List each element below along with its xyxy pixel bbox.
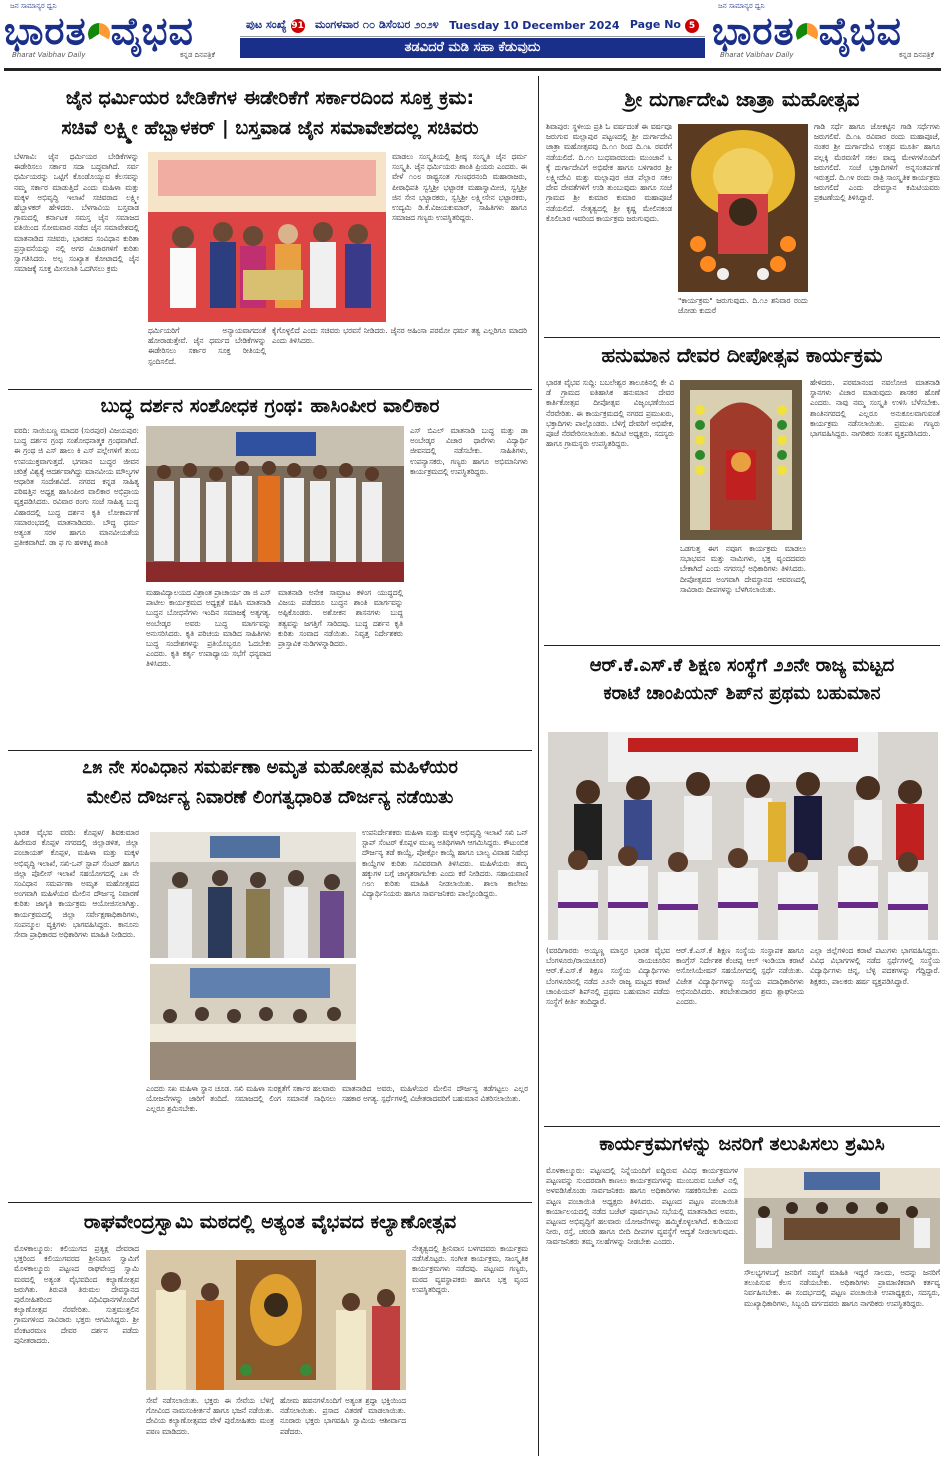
masthead-tagline-right: ಜನ ಸಾಮಾನ್ಯರ ಧ್ವನಿ [718, 2, 765, 10]
samvidhana-photo-2 [150, 964, 356, 1080]
buddha-body-col2: ಮಹಾವಿದ್ಯಾಲಯದ ವಿಶ್ರಾಂತ ಪ್ರಾಚಾರ್ಯ ಡಾ ಜಿ ಎಸ್ ಪಾಟೀಲ ಕಾರ್ಯಕ್ರಮದ ಅಧ್ಯಕ್ಷತೆ ವಹಿಸಿ ಮಾತನಾಡಿ ಬುದ್ಧನ ಬೋಧನೆಗಳು ಇಂದಿನ ಸಮಾಜಕ್ಕೆ ಅತ್ಯಗತ್ಯ. ಅಂಬೇಡ್ಕರ ಅವರು ಬುದ್ಧ ಮಾರ್ಗವನ್ನು ಅನುಸರಿಸಿದರು. ಕೃತಿ ಪರಿಚಯ ಮಾಡಿದ ಸಾಹಿತಿಗಳು ಬುದ್ಧ ಸಂದೇಶಗಳನ್ನು ಪ್ರತಿಯೊಬ್ಬರೂ ಓದಬೇಕು ಎಂದರು. ಕೃತಿ ಕರ್ತೃ ಉಪಾಧ್ಯಾಯ ಸಭೆಗೆ ಧನ್ಯವಾದ ತಿಳಿಸಿದರು. [146, 588, 271, 669]
durgadevi-headline: ಶ್ರೀ ದುರ್ಗಾದೇವಿ ಜಾತ್ರಾ ಮಹೋತ್ಸವ [624, 87, 860, 111]
samvidhana-body-col4: ಮಾತನಾಡಿದ ಅವರು, ಮಹಿಳೆಯರ ಮೇಲಿನ ದೌರ್ಜನ್ಯ ತಡೆಗಟ್ಟಲು ಎಲ್ಲರ ಸಹಕಾರ ಅಗತ್ಯ. ಸ್ಪರ್ಧೆಗಳಲ್ಲಿ ವಿಜೇತರಾದವರಿಗೆ ಬಹುಮಾನ ವಿತರಿಸಲಾಯಿತು. [342, 1084, 528, 1104]
masthead-rule [4, 68, 941, 71]
separator [8, 750, 532, 751]
logo-word-left-right: ಭಾರತ [712, 9, 795, 53]
masthead-kannada-daily-right: ಕನ್ನಡ ದಿನಪತ್ರಿಕೆ [898, 51, 934, 59]
jain-photo [148, 152, 386, 322]
separator [544, 645, 940, 646]
logo-word-left: ಭಾರತ [4, 9, 87, 53]
page-label: Page No [629, 17, 681, 31]
column-divider [538, 76, 539, 1456]
hanuman-body-col3: ಹೇಳಿದರು. ಪರಮಾನಂದ ನವಲೋಜಿ ಮಾತನಾಡಿ ಸ್ಥಾನಗಳು ವಿಚಾರ ಮಾಡುವುದು ಶಾಸಕರ ಹೊಣೆ ಎಂದರು. ನಾವು ನಮ್ಮ ಸಂಸ್ಕೃತಿ ಉಳಿಸಿ ಬೆಳೆಸಬೇಕು. ಶಾಂತಿನಗರದಲ್ಲಿ ಎಲ್ಲರೂ ಅನುಕೂಲವಾಗುವಂತೆ ಕಾರ್ಯಕ್ರಮ ನಡೆಸಲಾಯಿತು. ಪ್ರಮುಖ ಗಣ್ಯರು ಭಾಗವಹಿಸಿದ್ದರು. ನಾಗರಿಕರು ಸಂತಸ ವ್ಯಕ್ತಪಡಿಸಿದರು. [810, 378, 940, 439]
jain-headline-2: ಸಚಿವೆ ಲಕ್ಷ್ಮೀ ಹೆಬ್ಬಾಳಕರ್ | ಬಸ್ತವಾಡ ಜೈನ ಸಮಾವೇಶದಲ್ಲ ಸಚಿವರು [61, 117, 479, 139]
logo-word-right-right: ವೈಭವ [818, 9, 902, 53]
durgadevi-body-col2: "ಕಾರ್ಯಕ್ರಮ" ಜರುಗುವುದು. ದಿ.೧೨ ಶನಿವಾರ ರಂದು ಜೋಡು ಕುದುರೆ [678, 296, 808, 316]
jain-body-col4: ಕೈಗೊಳ್ಳಲಿದೆ ಎಂದು ಸಚಿವರು ಭರವಸೆ ನೀಡಿದರು. ಜೈನರ ಅಹಿಂಸಾ ಪರಮೋ ಧರ್ಮ ತತ್ವ ಎಲ್ಲರಿಗೂ ಮಾದರಿ ಎಂದು ತಿಳಿಸಿದರು. [272, 326, 527, 346]
durgadevi-photo [678, 124, 808, 292]
page-number: 5 [685, 19, 699, 33]
samvidhana-body-col2: ಉಪನಿರ್ದೇಶಕರು ಮಹಿಳಾ ಮತ್ತು ಮಕ್ಕಳ ಅಭಿವೃದ್ಧಿ ಇಲಾಖೆ ಸಖಿ ಒನ್ ಸ್ಟಾಪ್ ಸೆಂಟರ್ ಕೊಪ್ಪಳ ಮುಖ್ಯ ಅತಿಥಿಗಳಾಗಿ ಆಗಮಿಸಿದ್ದರು. ಕೌಟುಂಬಿಕ ದೌರ್ಜನ್ಯ ತಡೆ ಕಾಯ್ದೆ, ಪೋಕ್ಸೋ ಕಾಯ್ದೆ ಹಾಗೂ ಬಾಲ್ಯ ವಿವಾಹ ನಿಷೇಧ ಕಾಯ್ದೆಗಳ ಕುರಿತು ಸವಿವರವಾಗಿ ತಿಳಿಸಿದರು. ಮಹಿಳೆಯರು ತಮ್ಮ ಹಕ್ಕುಗಳ ಬಗ್ಗೆ ಜಾಗೃತರಾಗಬೇಕು ಎಂದು ಕರೆ ನೀಡಿದರು. ಸಹಾಯವಾಣಿ ೧೮೧ ಕುರಿತು ಮಾಹಿತಿ ನೀಡಲಾಯಿತು. ಶಾಲಾ ಕಾಲೇಜು ವಿದ್ಯಾರ್ಥಿನಿಯರು ಹಾಗೂ ಸಾರ್ವಜನಿಕರು ಪಾಲ್ಗೊಂಡಿದ್ದರು. [362, 828, 528, 899]
raghavendra-headline: ರಾಘವೇಂದ್ರಸ್ವಾಮಿ ಮಠದಲ್ಲಿ ಅತ್ಯಂತ ವೈಭವದ ಕಲ್ಯಾಣೋತ್ಸವ [83, 1211, 457, 1233]
samvidhana-body-col3: ಎಂದರು ಸಖ ಮಹಿಳಾ ಸ್ಥಾನ ಚೂಡ. ಸಖಿ ಮಹಿಳಾ ಸುರಕ್ಷತೆಗೆ ಸರ್ಕಾರ ಹಲವಾರು ಯೋಜನೆಗಳನ್ನು ಜಾರಿಗೆ ತಂದಿದೆ. ಸಮಾಜದಲ್ಲಿ ಲಿಂಗ ಸಮಾನತೆ ಸಾಧಿಸಲು ಎಲ್ಲರೂ ಶ್ರಮಿಸಬೇಕು. [146, 1084, 336, 1114]
separator [544, 337, 940, 338]
separator [544, 1126, 940, 1127]
flag-emblem-icon-right [796, 23, 818, 45]
jain-body-col3: ಧರ್ಮಿಯರಿಗೆ ಅನ್ಯಾಯವಾಗದಂತೆ ಹೋರಾಡುತ್ತೇವೆ. ಜೈನ ಧರ್ಮದ ಬೇಡಿಕೆಗಳನ್ನು ಈಡೇರಿಸಲು ಸರ್ಕಾರ ಸೂಕ್ತ ರೀತಿಯಲ್ಲಿ ಸ್ಪಂದಿಸಲಿದೆ. [148, 326, 266, 366]
karate-body-col1: (ವರದಿಗಾರರು ಅಯ್ಯಣ್ಣ ಮಾಸ್ತರ ಭಾರತ ವೈಭವ ಬೆಂಗಳೂರು/ರಾಯಚೂರ) ರಾಯಚೂರಿನ ಆರ್.ಕೆ.ಎಸ್.ಕೆ ಶಿಕ್ಷಣ ಸಂಸ್ಥೆಯ ವಿದ್ಯಾರ್ಥಿಗಳು ಬೆಂಗಳೂರಿನಲ್ಲಿ ನಡೆದ ೨೨ನೇ ರಾಜ್ಯ ಮಟ್ಟದ ಕರಾಟೆ ಚಾಂಪಿಯನ್ ಶಿಪ್‌ನಲ್ಲಿ ಪ್ರಥಮ ಬಹುಮಾನ ಪಡೆದು ಸಂಸ್ಥೆಗೆ ಕೀರ್ತಿ ತಂದಿದ್ದಾರೆ. [546, 946, 670, 1007]
buddha-body-col1: ವರದಿ: ಸಾಯಿಬಣ್ಣ ಮಾದರ (ಸುರಪುರ) ವಿಜಯಪುರ: ಬುದ್ಧ ದರ್ಶನ ಗ್ರಂಥ ಸಂಶೋಧನಾತ್ಮಕ ಗ್ರಂಥವಾಗಿದೆ. ಈ ಗ್ರಂಥ ಜಿ ಎಸ್ ಹಾಲು ಕಿ ಎಸ್ ಪಲ್ಲೇಗಳಿಗೆ ತುಂಬ ಉಪಯುಕ್ತವಾಗುತ್ತದೆ. ಭಗವಾನ ಬುದ್ಧರ ಜೀವನ ಚರಿತ್ರೆ ವಿಶ್ವಕ್ಕೆ ಆದರ್ಶವಾಗಿದ್ದು ಮಾನವೀಯ ಮೌಲ್ಯಗಳ ಆಧಾರಿತ ಸಂದೇಶವಿದೆ. ನಗರದ ಕನ್ನಡ ಸಾಹಿತ್ಯ ಪರಿಷತ್ತಿನ ಅಧ್ಯಕ್ಷ ಹಾಸಿಂಪೀರ ವಾಲಿಕಾರ ಅಭಿಪ್ರಾಯ ವ್ಯಕ್ತಪಡಿಸಿದರು. ರವಿವಾರ ರಂಗು ಸಂಜೆ ಸಾಹಿತ್ಯ ಬುದ್ಧ ವಿಹಾರದಲ್ಲಿ ಬುದ್ಧ ದರ್ಶನ ಕೃತಿ ಲೋಕಾರ್ಪಣೆ ಸಮಾರಂಭದಲ್ಲಿ ಮಾತನಾಡಿದರು. ಬೌದ್ಧ ಧರ್ಮ ಅತ್ಯಂತ ಸರಳ ಹಾಗೂ ಮಾನವೀಯತೆಯ ಪ್ರತೀಕವಾಗಿದೆ. ಡಾ ಫ ಗು ಹಳಕಟ್ಟಿ ಶಾಂತಿ [14, 426, 139, 548]
hanuman-body-col2: ಒಡಗುತ್ತ ಈಗ ನವೂಗ ಕಾರ್ಯಕ್ರಮ ಮಾಡಲು ಸಭಾಭವನ ಮತ್ತು ನಾಮಿಗಳು, ಭಕ್ತ ವೃಂದದವರು ಬೇಕಾಗಿದೆ ಎಂದು ನಗರಸಭೆ ಅಧಿಕಾರಿಗಳು ತಿಳಿಸಿದರು. ದೀಪೋತ್ಸವದ ಅಂಗವಾಗಿ ದೇವಸ್ಥಾನದ ಆವರಣದಲ್ಲಿ ಸಾವಿರಾರು ದೀಪಗಳನ್ನು ಬೆಳಗಿಸಲಾಯಿತು. [680, 544, 806, 594]
raghavendra-body-col1: ಮೊಳಕಾಲ್ಮೂರು: ಕಲಿಯುಗದ ಪ್ರತ್ಯಕ್ಷ ದೇವರಾದ ಭಕ್ತರಿಂದ ಕಲಿಯುಗವರದ ಶ್ರೀನಿವಾಸ ಸ್ವಾಮಿಗೆ ಮೊಳಕಾಲ್ಮೂರು ಪಟ್ಟಣದ ರಾಘವೇಂದ್ರ ಸ್ವಾಮಿ ಮಠದಲ್ಲಿ ಅತ್ಯಂತ ವೈಭವದಿಂದ ಕಲ್ಯಾಣೋತ್ಸವ ಜರುಗಿತು. ತಿರುಪತಿ ತಿರುಮಲ ದೇವಸ್ಥಾನದ ಪುರೋಹಿತರಿಂದ ವಿಧಿವಿಧಾನಗಳೊಂದಿಗೆ ಕಲ್ಯಾಣೋತ್ಸವ ನೆರವೇರಿತು. ಸುತ್ತಮುತ್ತಲಿನ ಗ್ರಾಮಗಳಿಂದ ಸಾವಿರಾರು ಭಕ್ತರು ಆಗಮಿಸಿದ್ದರು. ಶ್ರೀ ವೆಂಕಟರಮಣ ದೇವರ ದರ್ಶನ ಪಡೆದು ಪುನೀತರಾದರು. [14, 1244, 139, 1345]
logo-title-right [712, 11, 942, 51]
raghavendra-body-col4: ನೇತೃತ್ವದಲ್ಲಿ ಶ್ರೀನಿವಾಸ ಬಳಗದವರು ಕಾರ್ಯಕ್ರಮ ನಡೆಸಿಕೊಟ್ಟರು. ಸಂಗೀತ ಕಾರ್ಯಕ್ರಮ, ಸಾಂಸ್ಕೃತಿಕ ಕಾರ್ಯಕ್ರಮಗಳು ನಡೆದವು. ಪಟ್ಟಣದ ಗಣ್ಯರು, ಮಠದ ವ್ಯವಸ್ಥಾಪಕರು ಹಾಗೂ ಭಕ್ತ ವೃಂದ ಉಪಸ್ಥಿತರಿದ್ದರು. [412, 1244, 528, 1294]
hanuman-headline: ಹನುಮಾನ ದೇವರ ದೀಪೋತ್ಸವ ಕಾರ್ಯಕ್ರಮ [601, 343, 883, 367]
issue-info-bar [240, 14, 705, 36]
durgadevi-body-col1: ಶಿವಾಪುರ: ಸ್ಥಳೀಯ ಪ್ರತಿ ಓ ವರ್ಷದಂತೆ ಈ ವರ್ಷವೂ ಜರುಗುವ ಮಲ್ಲಾಪುರ ಪಟ್ಟಣದಲ್ಲಿ ಶ್ರೀ ದುರ್ಗಾದೇವಿ ಜಾತ್ರಾ ಮಹೋತ್ಸವವು ದಿ.೧೧ ರಿಂದ ದಿ.೧೩ ರವರೆಗೆ ನಡೆಯಲಿದೆ. ದಿ.೧೧ ಬುಧವಾರದಂದು ಮುಂಜಾನೆ ೬ ಕ್ಕೆ ದುರ್ಗಾದೇವಿಗೆ ಅಭಿಷೇಕ ಹಾಗೂ ಬಳಿಗಾರರ ಶ್ರೀ ಲಕ್ಷ್ಮೀದೇವಿ ಮತ್ತು ಮಲ್ಲಾಪುರ ಜಿಡ ಪೆಲ್ಲಾರ ಸಕಲ ದೇವ ದೇವತೆಗಳಿಗೆ ಉಡಿ ತುಂಬುವುದು ಹಾಗೂ ಸಂಜೆ ಗ್ರಾಮದ ಶ್ರೀ ಕುಮಾರ ಕುಮಾರ ಮಹಾಪೂಜೆ ನಡೆಯಲಿದೆ. ನೇತೃತ್ವದಲ್ಲಿ ಶ್ರೀ ಕೃಷ್ಣ ಮೇಲಿನಕಂಡ ಕೊಲಿಬಾರ ಇವರಿಂದ ಕಾರ್ಯಕ್ರಮ ಜರುಗುವುದು. [546, 122, 672, 223]
separator [8, 389, 532, 390]
kannada-date: ಮಂಗಳವಾರ ೧೦ ಡಿಸೆಂಬರ ೨೦೨೪ [314, 18, 439, 31]
buddha-headline: ಬುದ್ಧ ದರ್ಶನ ಸಂಶೋಧಕ ಗ್ರಂಥ: ಹಾಸಿಂಪೀರ ವಾಲಿಕಾರ [100, 395, 440, 417]
jain-body-col2: ಮಾಡಲು ಸಂಸ್ಕೃತಿಯಲ್ಲಿ ಶ್ರೀಷ್ಠ ಸಂಸ್ಕೃತಿ ಜೈನ ಧರ್ಮ ಸಂಸ್ಕೃತಿ. ಜೈನ ಧರ್ಮಿಯರು ಶಾಂತಿ ಪ್ರಿಯರು ಎಂದರು. ಈ ವೇಳೆ ೧೦೮ ರಾಷ್ಟ್ರಸಂತ ಗುಣಧರನಂದಿ ಮಹಾರಾಜರು, ಪೀಠಾಧಿಪತಿ ಸ್ವಸ್ತಿಶ್ರೀ ಭಟ್ಟಾರಕ ಮಹಾಸ್ವಾಮೀಜಿ, ಸ್ವಸ್ತಿಶ್ರೀ ಜಿನ ಸೇನ ಭಟ್ಟಾರಕರು, ಸ್ವಸ್ತಿಶ್ರೀ ಲಕ್ಷ್ಮೀಸೇನ ಭಟ್ಟಾರಕರು, ಉದ್ಯಮಿ ಡಿ.ಕೆ.ವಿಜಯಕುಮಾರ್, ಸಾಹಿತಿಗಳು ಹಾಗೂ ಸಮಾಜದ ಗಣ್ಯರು ಉಪಸ್ಥಿತರಿದ್ದರು. [392, 152, 527, 223]
hanuman-photo [680, 380, 802, 540]
issue-label: ಪುಟ ಸಂಖ್ಯೆ [246, 17, 287, 31]
samvidhana-headline-2: ಮೇಲಿನ ದೌರ್ಜನ್ಯ ನಿವಾರಣೆ ಲಿಂಗತ್ವಧಾರಿತ ದೌರ್ಜನ್ಯ ನಡೆಯಿತು [86, 787, 454, 808]
samvidhana-photo-1 [150, 832, 356, 958]
karate-body-col2: ಆರ್.ಕೆ.ಎಸ್.ಕೆ ಶಿಕ್ಷಣ ಸಂಸ್ಥೆಯ ಸಂಸ್ಥಾಪಕ ಹಾಗೂ ಕಾಂಗ್ರೆಸ್ ನಿರ್ದೇಶಕ ಕೆಂಚಪ್ಪ ಆಲ್ ಇಂಡಿಯಾ ಕರಾಟೆ ಅಸೋಸಿಯೇಷನ್ ಸಹಯೋಗದಲ್ಲಿ ಸ್ಪರ್ಧೆ ನಡೆಯಿತು. ವಿಜೇತ ವಿದ್ಯಾರ್ಥಿಗಳನ್ನು ಸಂಸ್ಥೆಯ ಪದಾಧಿಕಾರಿಗಳು ಅಭಿನಂದಿಸಿದರು. ತರಬೇತುದಾರರ ಶ್ರಮ ಶ್ಲಾಘನೀಯ ಎಂದರು. [676, 946, 804, 1007]
masthead-english-name: Bharat Vaibhav Daily [12, 51, 86, 59]
janarige-headline: ಕಾರ್ಯಕ್ರಮಗಳನ್ನು ಜನರಿಗೆ ತಲುಪಿಸಲು ಶ್ರಮಿಸಿ [599, 1133, 885, 1155]
buddha-body-col3: ಮಾತನಾಡಿ ಅನೇಕ ಸಾಮ್ರಾಟ ಕಳಿಂಗ ಯುದ್ಧದಲ್ಲಿ ವಿಜಯ ಪಡೆದರೂ ಬುದ್ಧನ ಶಾಂತಿ ಮಾರ್ಗವನ್ನು ಅಪ್ಪಿಕೊಂಡರು. ಅಶೋಕನ ಶಾಸನಗಳು ಬುದ್ಧ ತತ್ವವನ್ನು ಜಗತ್ತಿಗೆ ಸಾರಿದವು. ಬುದ್ಧ ದರ್ಶನ ಕೃತಿ ಕುರಿತು ಸಂವಾದ ನಡೆಯಿತು. ನಿವೃತ್ತ ನಿರ್ದೇಶಕರು ಪ್ರಾಸ್ತಾವಿಕ ನುಡಿಗಳನ್ನಾಡಿದರು. [278, 588, 403, 649]
masthead-english-name-right: Bharat Vaibhav Daily [720, 51, 794, 59]
flag-emblem-icon [88, 23, 110, 45]
raghavendra-body-col3: ಹೋಮ ಹವನಗಳೊಂದಿಗೆ ಅತ್ಯಂತ ಶ್ರದ್ಧಾ ಭಕ್ತಿಯಿಂದ ನಡೆಸಲಾಯಿತು. ಪ್ರಸಾದ ವಿತರಣೆ ಮಾಡಲಾಯಿತು. ನೂರಾರು ಭಕ್ತರು ಭಾಗವಹಿಸಿ ಸ್ವಾಮಿಯ ಆಶೀರ್ವಾದ ಪಡೆದರು. [280, 1396, 406, 1436]
samvidhana-body-col1: ಭಾರತ ವೈಭವ ವರದಿ: ಕೊಪ್ಪಳ/ ಶಿವಕುಮಾರ ಹಿರೇಮಠ ಕೊಪ್ಪಳ ನಗರದಲ್ಲಿ ಜಿಲ್ಲಾಡಳಿತ, ಜಿಲ್ಲಾ ಪಂಚಾಯತ್ ಕೊಪ್ಪಳ, ಮಹಿಳಾ ಮತ್ತು ಮಕ್ಕಳ ಅಭಿವೃದ್ಧಿ ಇಲಾಖೆ, ಸಖಿ-ಒನ್ ಸ್ಟಾಪ್ ಸೆಂಟರ್ ಹಾಗೂ ಜಿಲ್ಲಾ ಪೊಲೀಸ್ ಇಲಾಖೆ ಸಹಯೋಗದಲ್ಲಿ ೭೫ ನೇ ಸಂವಿಧಾನ ಸಮರ್ಪಣಾ ಅಮೃತ ಮಹೋತ್ಸವದ ಅಂಗವಾಗಿ ಮಹಿಳೆಯರ ಮೇಲಿನ ದೌರ್ಜನ್ಯ ನಿವಾರಣೆ ಕುರಿತು ಜಾಗೃತಿ ಕಾರ್ಯಕ್ರಮ ಆಯೋಜಿಸಲಾಗಿತ್ತು. ಕಾರ್ಯಕ್ರಮದಲ್ಲಿ ಜಿಲ್ಲಾ ಸರ್ವೇಕ್ಷಣಾಧಿಕಾರಿಗಳು, ಸಂಪನ್ಮೂಲ ವ್ಯಕ್ತಿಗಳು ಭಾಗವಹಿಸಿದ್ದರು. ಕಾನೂನು ಸೇವಾ ಪ್ರಾಧಿಕಾರದ ಅಧಿಕಾರಿಗಳು ಮಾಹಿತಿ ನೀಡಿದರು. [14, 828, 139, 940]
karate-headline-1: ಆರ್.ಕೆ.ಎಸ್.ಕೆ ಶಿಕ್ಷಣ ಸಂಸ್ಥೆಗೆ ೨೨ನೇ ರಾಜ್ಯ ಮಟ್ಟದ [589, 655, 895, 676]
durgadevi-body-col3: ಗಾಡಿ ಸರ್ಧೆ ಹಾಗೂ ಜೋಕಟ್ಟಿನ ಗಾಡಿ ಸರ್ಧೆಗಳು ಜರುಗಲಿವೆ. ದಿ.೧೩ ರವಿವಾರ ರಂದು ಮಹಾಪೂಜೆ, ನಂತರ ಶ್ರೀ ದುರ್ಗಾದೇವಿ ಉತ್ಸವ ಮೂರ್ತಿ ಹಾಗೂ ಪಲ್ಲಕ್ಕಿ ಮೆರವಣಿಗೆ ಸಕಲ ವಾದ್ಯ ಮೇಳಗಳೊಂದಿಗೆ ಜರುಗಲಿದೆ. ಸಂಜೆ ಭಕ್ತಾದಿಗಳಿಗೆ ಅನ್ನಸಂತರ್ಪಣೆ ಇರುತ್ತದೆ. ದಿ.೧೪ ರಂದು ರಾತ್ರಿ ಸಾಂಸ್ಕೃತಿಕ ಕಾರ್ಯಕ್ರಮ ಜರುಗಲಿದೆ ಎಂದು ದೇವಸ್ಥಾನ ಕಮಿಟಿಯವರು ಪ್ರಕಟಣೆಯಲ್ಲಿ ತಿಳಿಸಿದ್ದಾರೆ. [814, 122, 940, 203]
raghavendra-body-col2: ಸೇವೆ ನಡೆಸಲಾಯಿತು. ಭಕ್ತರು ಈ ಸೇವೆಯ ಬೆಳಿಗ್ಗೆ ಗೋವಿಂದ ನಾಮಸಂಕೀರ್ತನೆ ಹಾಗೂ ಭಜನೆ ನಡೆಯಿತು. ದೇವಿಯ ಕಲ್ಯಾಣೋತ್ಸವದ ವೇಳೆ ಪುರೋಹಿತರು ಮಂತ್ರ ಪಠಣ ಮಾಡಿದರು. [146, 1396, 274, 1436]
janarige-photo [744, 1168, 940, 1264]
slogan-bar: ತಡವಿದರೆ ಮಡಿ ಸಹಾ ಕೆಡುವುದು [240, 38, 705, 58]
karate-body-col3: ಎಲ್ಲಾ ಜಿಲ್ಲೆಗಳಿಂದ ಕರಾಟೆ ಪಟುಗಳು ಭಾಗವಹಿಸಿದ್ದರು. ವಿವಿಧ ವಿಭಾಗಗಳಲ್ಲಿ ನಡೆದ ಸ್ಪರ್ಧೆಗಳಲ್ಲಿ ಸಂಸ್ಥೆಯ ವಿದ್ಯಾರ್ಥಿಗಳು ಚಿನ್ನ, ಬೆಳ್ಳಿ ಪದಕಗಳನ್ನು ಗೆದ್ದಿದ್ದಾರೆ. ಶಿಕ್ಷಕರು, ಪಾಲಕರು ಹರ್ಷ ವ್ಯಕ್ತಪಡಿಸಿದ್ದಾರೆ. [810, 946, 940, 986]
jain-body-col1: ಬೆಳಗಾವಿ: ಜೈನ ಧರ್ಮಿಯರ ಬೇಡಿಕೆಗಳನ್ನು ಈಡೇರಿಸಲು ಸರ್ಕಾರ ಸದಾ ಬದ್ಧವಾಗಿದೆ. ಸರ್ವ ಧರ್ಮಿಯರನ್ನು ಒಟ್ಟಿಗೆ ಕೊಂಡೊಯ್ಯುವ ಕೆಲಸವನ್ನು ನಮ್ಮ ಸರ್ಕಾರ ಮಾಡುತ್ತಿದೆ ಎಂದು ಮಹಿಳಾ ಮತ್ತು ಮಕ್ಕಳ ಅಭಿವೃದ್ಧಿ ಇಲಾಖೆ ಸಚಿವರಾದ ಲಕ್ಷ್ಮೀ ಹೆಬ್ಬಾಳಕರ್ ಹೇಳಿದರು. ಬೆಳಗಾವಿಯ ಬಸ್ತವಾಡ ಗ್ರಾಮದಲ್ಲಿ ಕರ್ನಾಟಕ ಸಮಸ್ತ ಜೈನ ಸಮಾಜದ ವತಿಯಿಂದ ಸೋಮವಾರ ನಡೆದ ಜೈನ ಸಮಾವೇಶದಲ್ಲಿ ಮಾತನಾಡಿದ ಸಚಿವರು, ಭಾರತದ ಸಂವಿಧಾನ ಕುರಿತಾ ಪ್ರಸ್ತಾವನೆಯನ್ನು ನಲ್ಲಿ ಅಗರ ವಿಚಾರಗಳಿಗೆ ಕುರಿತು ಸ್ವಾಗತಿಸಿದರು. ಅಲ್ಪ ಸಂಖ್ಯಾತ ಕೋಟಾದಲ್ಲಿ ಜೈನ ಸಮಾಜಕ್ಕೆ ಸೂಕ್ತ ಮೀಸಲಾತಿ ಒದಗಿಸಲು ಕ್ರಮ [14, 152, 139, 274]
jain-headline-1: ಜೈನ ಧರ್ಮಿಯರ ಬೇಡಿಕೆಗಳ ಈಡೇರಿಕೆಗೆ ಸರ್ಕಾರದಿಂದ ಸೂಕ್ತ ಕ್ರಮ: [65, 87, 475, 109]
karate-headline-2: ಕರಾಟೆ ಚಾಂಪಿಯನ್ ಶಿಪ್‌ನ ಪ್ರಥಮ ಬಹುಮಾನ [603, 683, 881, 704]
buddha-body-col4: ಎಸ್ ಬಿಎಲ್ ಮಾತನಾಡಿ ಬುದ್ಧ ಮತ್ತು ಡಾ ಅಂಬೇಡ್ಕರ ವಿಚಾರ ಧಾರೆಗಳು ವಿದ್ಯಾರ್ಥಿ ಜೀವನದಲ್ಲಿ ನಡೆಸಬೇಕು. ಸಾಹಿತಿಗಳು, ಉಪನ್ಯಾಸಕರು, ಗಣ್ಯರು ಹಾಗೂ ಅಭಿಮಾನಿಗಳು ಕಾರ್ಯಕ್ರಮದಲ್ಲಿ ಉಪಸ್ಥಿತರಿದ್ದರು. [410, 426, 528, 476]
issue-number: 91 [291, 20, 304, 31]
masthead-logo-left [4, 2, 219, 66]
janarige-body-col1: ಮೊಳಕಾಲ್ಮೂರು: ಪಟ್ಟಣದಲ್ಲಿ ನಿನ್ನೆಯಂದಿಗೆ ಐದ್ದಿರುವ ವಿವಿಧ ಕಾರ್ಯಕ್ರಮಗಳ ಪಟ್ಟಣವನ್ನು ಸುಂದರವಾಗಿ ಕಾಣಲು ಕಾರ್ಯಕ್ರಮಗಳನ್ನು ಮುಂಬರುವ ಬಜೆಟ್ ನಲ್ಲಿ ಅಳವಡಿಸಿಕೊಂಡು ಸಾರ್ವಜನಿಕರು ಹಾಗೂ ಅಧಿಕಾರಿಗಳು ಸಹಕರಿಸಬೇಕು ಎಂದು ಪಟ್ಟಣ ಪಂಚಾಯಿತಿ ಅಧ್ಯಕ್ಷರು ತಿಳಿಸಿದರು. ಪಟ್ಟಣದ ಪಟ್ಟಣ ಪಂಚಾಯಿತಿ ಕಾರ್ಯಾಲಯದಲ್ಲಿ ನಡೆದ ಬಜೆಟ್ ಪೂರ್ವಭಾವಿ ಸಭೆಯಲ್ಲಿ ಮಾತನಾಡಿದ ಅವರು, ಪಟ್ಟಣದ ಅಭಿವೃದ್ಧಿಗೆ ಹಲವಾರು ಯೋಜನೆಗಳನ್ನು ಹಮ್ಮಿಕೊಳ್ಳಲಾಗಿದೆ. ಕುಡಿಯುವ ನೀರು, ರಸ್ತೆ, ಚರಂಡಿ ಹಾಗೂ ಬೀದಿ ದೀಪಗಳ ವ್ಯವಸ್ಥೆಗೆ ಆದ್ಯತೆ ನೀಡಲಾಗುವುದು. ಸಾರ್ವಜನಿಕರು ತಮ್ಮ ಸಲಹೆಗಳನ್ನು ನೀಡಬೇಕು ಎಂದರು. [546, 1166, 738, 1247]
logo-title [4, 11, 219, 51]
english-date: Tuesday 10 December 2024 [449, 18, 620, 32]
hanuman-body-col1: ಭಾರತ ವೈಭವ ಸುದ್ದಿ: ಬಬಲೇಶ್ವರ ತಾಲೂಕಿನಲ್ಲಿ ಕೇ ವಿ ಡೆ ಗ್ರಾಮದ ಐತಿಹಾಸಿಕ ಹನುಮಾನ ದೇವರ ಕಾರ್ತಿಕೋತ್ಸವ ದೀಪೋತ್ಸವ ವಿಜೃಂಭಣೆಯಿಂದ ನೆರವೇರಿತು. ಈ ಕಾರ್ಯಕ್ರಮದಲ್ಲಿ ನಗರದ ಪ್ರಮುಖರು, ಭಕ್ತಾದಿಗಳು ಪಾಲ್ಗೊಂಡರು. ಬೆಳಿಗ್ಗೆ ದೇವರಿಗೆ ಅಭಿಷೇಕ, ಪೂಜೆ ನೆರವೇರಿಸಲಾಯಿತು. ಕಮಿಟಿ ಅಧ್ಯಕ್ಷರು, ಸದಸ್ಯರು ಹಾಗೂ ಗ್ರಾಮಸ್ಥರು ಉಪಸ್ಥಿತರಿದ್ದರು. [546, 378, 674, 449]
masthead-kannada-daily: ಕನ್ನಡ ದಿನಪತ್ರಿಕೆ [179, 51, 215, 59]
masthead-tagline: ಜನ ಸಾಮಾನ್ಯರ ಧ್ವನಿ [10, 2, 57, 10]
raghavendra-photo [146, 1250, 406, 1390]
buddha-photo [146, 426, 404, 582]
separator [8, 1202, 532, 1203]
samvidhana-headline-1: ೭೫ ನೇ ಸಂವಿಧಾನ ಸಮರ್ಪಣಾ ಅಮೃತ ಮಹೋತ್ಸವ ಮಹಿಳೆಯರ [82, 757, 458, 778]
karate-photo [548, 732, 938, 940]
janarige-body-col2: ಸೌಲಭ್ಯಗಳಬಗ್ಗೆ ಜನರಿಗೆ ನಮ್ಮಗೆ ಮಾಹಿತಿ ಇದ್ದರೆ ಸಾಲದು, ಅದನ್ನು ಜನರಿಗೆ ತಲುಪಿಸುವ ಕೆಲಸ ನಡೆಯಬೇಕು. ಅಧಿಕಾರಿಗಳು ಪ್ರಾಮಾಣಿಕವಾಗಿ ಕರ್ತವ್ಯ ನಿರ್ವಹಿಸಬೇಕು. ಈ ಸಂದರ್ಭದಲ್ಲಿ ಪಟ್ಟಣ ಪಂಚಾಯಿತಿ ಉಪಾಧ್ಯಕ್ಷರು, ಸದಸ್ಯರು, ಮುಖ್ಯಾಧಿಕಾರಿಗಳು, ಸಿಬ್ಬಂದಿ ವರ್ಗದವರು ಹಾಗೂ ನಾಗರಿಕರು ಉಪಸ್ಥಿತರಿದ್ದರು. [744, 1268, 940, 1308]
logo-word-right: ವೈಭವ [110, 9, 194, 53]
masthead-logo-right [712, 2, 942, 66]
